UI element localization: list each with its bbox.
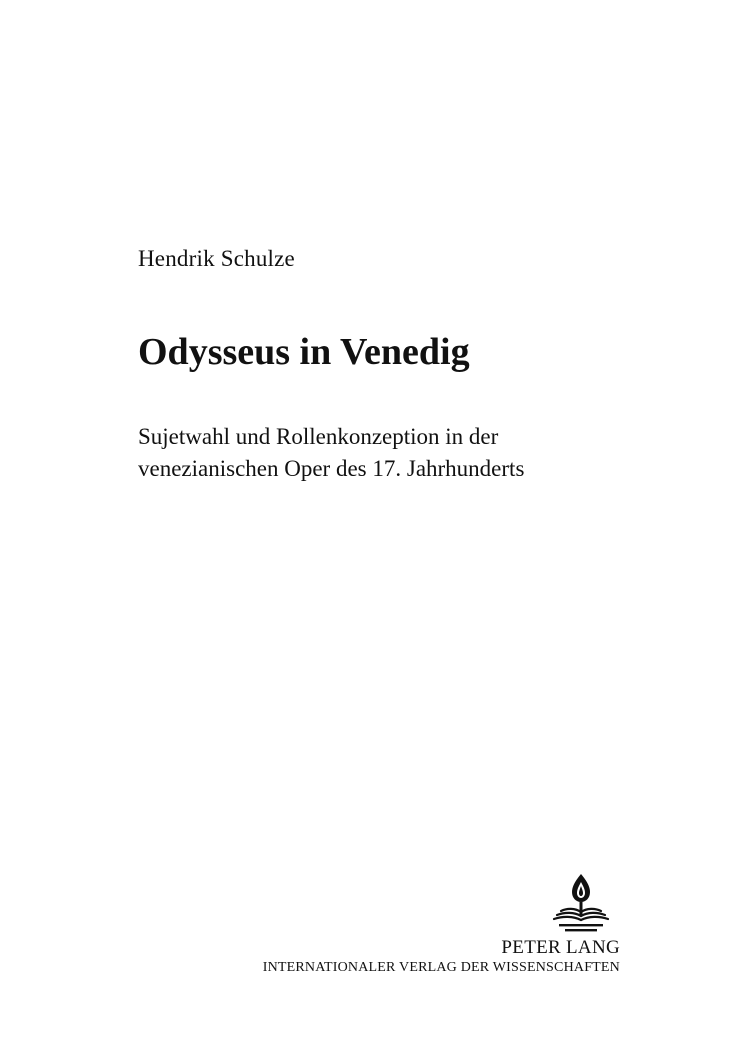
author-name: Hendrik Schulze <box>138 246 295 271</box>
book-title: Odysseus in Venedig <box>138 331 470 373</box>
subtitle-line-1: Sujetwahl und Rollenkonzeption in der <box>138 424 499 449</box>
publisher-tagline: INTERNATIONALER VERLAG DER WISSENSCHAFTEN <box>262 960 620 975</box>
subtitle-line-2: venezianischen Oper des 17. Jahrhunderts <box>138 456 525 481</box>
book-subtitle <box>138 421 524 485</box>
peter-lang-logo-icon <box>545 868 617 940</box>
publisher-name: PETER LANG <box>501 937 620 958</box>
